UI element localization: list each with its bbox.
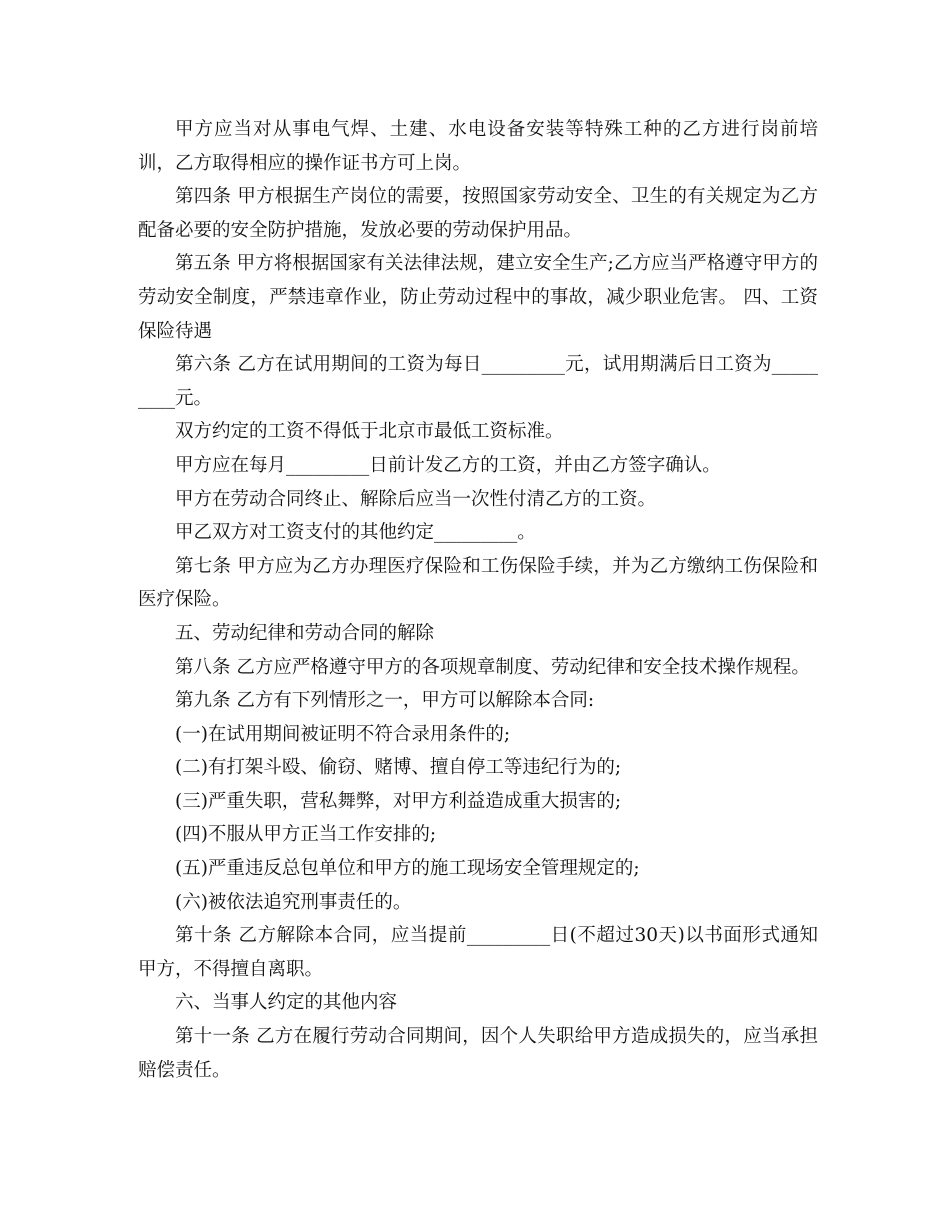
paragraph-min-wage: 双方约定的工资不得低于北京市最低工资标准。 [175, 421, 564, 443]
list-item-3: (三)严重失职，营私舞弊，对甲方利益造成重大损害的; [175, 790, 622, 812]
paragraph-other-pay-terms: 甲乙双方对工资支付的其他约定_________。 [175, 522, 536, 544]
section-heading-5: 五、劳动纪律和劳动合同的解除 [175, 622, 435, 644]
paragraph-final-pay: 甲方在劳动合同终止、解除后应当一次性付清乙方的工资。 [175, 488, 657, 510]
document-body [138, 113, 818, 1087]
paragraph-article-10: 第十条 乙方解除本合同，应当提前_________日(不超过30天)以书面形式通知甲方，不得擅自离职。 [138, 925, 818, 980]
list-item-2: (二)有打架斗殴、偷窃、赌博、擅自停工等违纪行为的; [175, 757, 622, 779]
list-item-5: (五)严重违反总包单位和甲方的施工现场安全管理规定的; [175, 858, 640, 880]
list-item-6: (六)被依法追究刑事责任的。 [175, 891, 412, 913]
paragraph-article-5: 第五条 甲方将根据国家有关法律法规，建立安全生产;乙方应当严格遵守甲方的劳动安全制度，严禁违章作业，防止劳动过程中的事故，减少职业危害。 四、工资保险待遇 [138, 253, 818, 342]
paragraph-article-7: 第七条 甲方应为乙方办理医疗保险和工伤保险手续，并为乙方缴纳工伤保险和医疗保险。 [138, 555, 818, 611]
paragraph-article-9: 第九条 乙方有下列情形之一，甲方可以解除本合同: [175, 690, 595, 712]
paragraph-article-6: 第六条 乙方在试用期间的工资为每日_________元，试用期满后日工资为_________元。 [138, 354, 818, 409]
list-item-1: (一)在试用期间被证明不符合录用条件的; [175, 723, 511, 745]
section-heading-6: 六、当事人约定的其他内容 [175, 992, 398, 1014]
paragraph-article-11: 第十一条 乙方在履行劳动合同期间，因个人失职给甲方造成损失的，应当承担赔偿责任。 [138, 1026, 818, 1081]
paragraph-article-4: 第四条 甲方根据生产岗位的需要，按照国家劳动安全、卫生的有关规定为乙方配备必要的安全防护措施，发放必要的劳动保护用品。 [138, 186, 818, 241]
paragraph-training: 甲方应当对从事电气焊、土建、水电设备安装等特殊工种的乙方进行岗前培训，乙方取得相应的操作证书方可上岗。 [138, 119, 818, 174]
paragraph-article-8: 第八条 乙方应严格遵守甲方的各项规章制度、劳动纪律和安全技术操作规程。 [175, 656, 810, 678]
list-item-4: (四)不服从甲方正当工作安排的; [175, 824, 437, 846]
paragraph-pay-day: 甲方应在每月_________日前计发乙方的工资，并由乙方签字确认。 [175, 454, 721, 476]
